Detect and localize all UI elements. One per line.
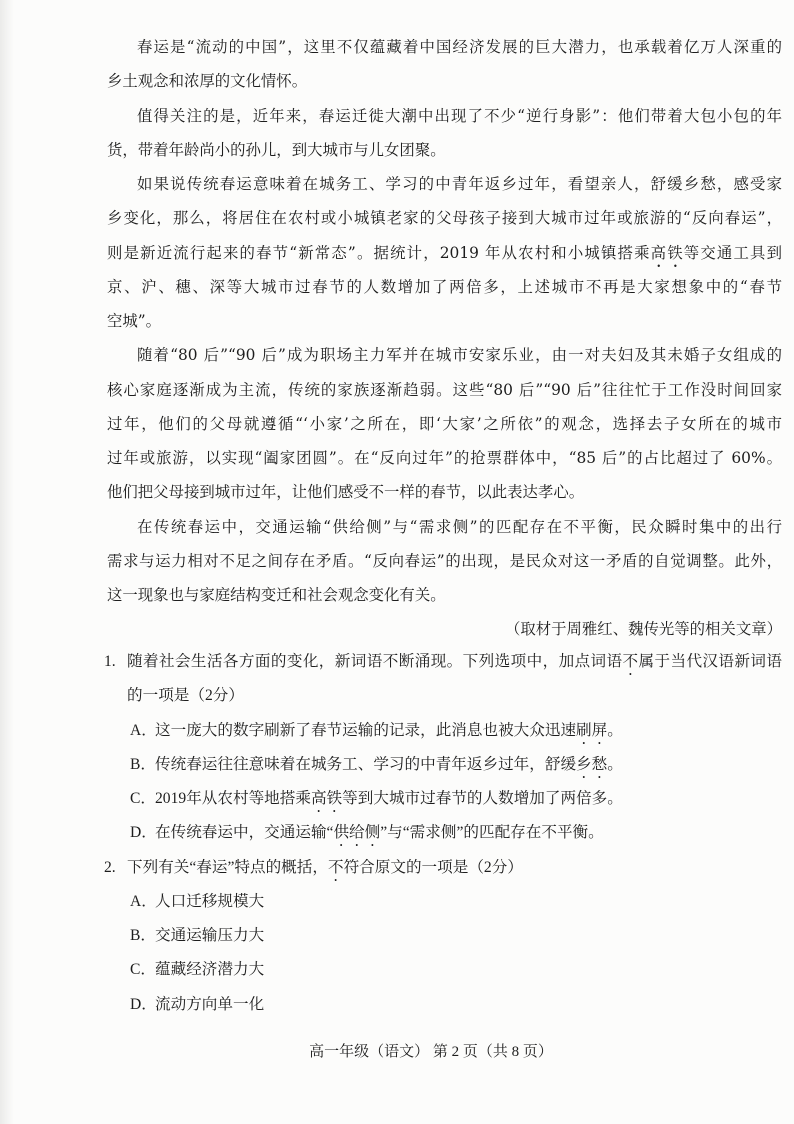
option-text: 人口迁移规模大	[155, 892, 265, 910]
question-section	[104, 645, 782, 1022]
option-text: 在传统春运中，交通运输“供给侧”与“需求侧”的匹配存在不平衡。	[155, 824, 604, 842]
question-stem-text: 下列有关“春运”特点的概括，不符合原文的一项是（2分）	[127, 858, 523, 876]
option-letter: C．	[130, 790, 156, 807]
option	[130, 919, 782, 953]
option-text: 蕴藏经济潜力大	[155, 961, 265, 979]
option-letter: B．	[130, 755, 156, 773]
passage-line: 空城”。	[107, 312, 162, 330]
option-letter: D．	[130, 995, 157, 1013]
option-text: 交通运输压力大	[155, 927, 265, 944]
question-1-option-b	[104, 748, 782, 782]
option-letter: C．	[130, 961, 156, 979]
option	[130, 816, 782, 850]
option-text: 这一庞大的数字刷新了春节运输的记录，此消息也被大众迅速刷屏。	[155, 721, 623, 739]
question-2-option-a	[104, 885, 782, 919]
option-letter: A．	[130, 892, 157, 910]
question-2-option-d	[104, 988, 782, 1022]
passage-line: 货，带着年龄尚小的孙儿，到大城市与儿女团聚。	[107, 140, 446, 159]
question-number: 2.	[104, 858, 116, 876]
passage-line: 过年或旅游，以实现“阖家团圆”。在“反向过年”的抢票群体中，“85 后”的占比超过了 60%。	[107, 449, 782, 467]
question-2-option-c	[104, 953, 782, 987]
option	[130, 885, 782, 919]
question-stem-text: 的一项是（2分）	[127, 687, 244, 705]
passage-line: 过年，他们的父母就遵循“‘小家’之所在，即‘大家’之所依”的观念，选择去子女所在的城市	[107, 414, 782, 433]
question-2-option-b	[104, 919, 782, 953]
question-1-option-d	[104, 816, 782, 850]
passage-line: 乡变化，那么，将居住在农村或小城镇老家的父母孩子接到大城市过年或旅游的“反向春运”，	[107, 209, 782, 228]
option-letter: A．	[130, 721, 157, 739]
page-footer: 高一年级（语文） 第 2 页（共 8 页）	[309, 1044, 553, 1060]
passage-line: 春运是“流动的中国”，这里不仅蕴藏着中国经济发展的巨大潜力，也承载着亿万人深重的	[137, 38, 782, 56]
option	[130, 714, 782, 748]
question-stem-text: 随着社会生活各方面的变化，新词语不断涌现。下列选项中，加点词语不属于当代汉语新词语	[127, 653, 782, 670]
option-text: 流动方向单一化	[155, 995, 265, 1013]
passage-source: （取材于周雅红、魏传光等的相关文章）	[504, 620, 782, 639]
option	[130, 988, 782, 1022]
emphasis-dotted-text: 不	[622, 653, 639, 670]
passage-line: 随着“80 后”“90 后”成为职场主力军并在城市安家乐业，由一对夫妇及其未婚子女组成的	[137, 346, 782, 365]
scan-edge-shadow	[0, 0, 14, 1124]
passage-line: 在传统春运中，交通运输“供给侧”与“需求侧”的匹配存在不平衡，民众瞬时集中的出行	[137, 517, 782, 536]
option-text: 2019年从农村等地搭乘高铁等到大城市过春节的人数增加了两倍多。	[155, 790, 623, 807]
passage-line: 乡土观念和浓厚的文化情怀。	[107, 72, 308, 91]
passage-line: 需求与运力相对不足之间存在矛盾。“反向春运”的出现，是民众对这一矛盾的自觉调整。此外，	[107, 551, 782, 570]
option	[130, 782, 782, 816]
emphasis-dotted-text: 高铁	[310, 790, 343, 807]
option	[130, 748, 782, 782]
passage-line: 核心家庭逐渐成为主流，传统的家族逐渐趋弱。这些“80 后”“90 后”往往忙于工作没时间回家	[107, 380, 782, 399]
passage-line: 京、沪、穗、深等大城市过春节的人数增加了两倍多，上述城市不再是大家想象中的“春节	[107, 277, 782, 296]
question-number: 1.	[104, 653, 116, 670]
emphasis-dotted-text: 高铁	[650, 243, 684, 262]
passage-line: 如果说传统春运意味着在城务工、学习的中青年返乡过年，看望亲人，舒缓乡愁，感受家	[137, 175, 782, 193]
emphasis-dotted-text: 乡愁	[576, 755, 608, 773]
question-2-stem-line	[104, 851, 782, 885]
question-1-option-c	[104, 782, 782, 816]
question-1-option-a	[104, 714, 782, 748]
question-1-stem-line	[104, 679, 782, 713]
passage-line: 这一现象也与家庭结构变迁和社会观念变化有关。	[107, 586, 446, 604]
emphasis-dotted-text: 刷屏	[576, 721, 608, 739]
passage-line: 则是新近流行起来的春节“新常态”。据统计，2019 年从农村和小城镇搭乘高铁等交通工具到	[107, 243, 782, 262]
passage-line: 值得关注的是，近年来，春运迁徙大潮中出现了不少“逆行身影”：他们带着大包小包的年	[137, 106, 782, 125]
option-text: 传统春运往往意味着在城务工、学习的中青年返乡过年，舒缓乡愁。	[155, 755, 623, 773]
reading-passage	[107, 30, 782, 647]
option	[130, 953, 782, 987]
question-1-stem-line	[104, 645, 782, 679]
option-letter: B．	[130, 927, 156, 944]
emphasis-dotted-text: 不	[327, 858, 344, 876]
option-letter: D．	[130, 824, 157, 842]
emphasis-dotted-text: 供给侧	[333, 824, 381, 842]
passage-line: 他们把父母接到城市过年，让他们感受不一样的春节，以此表达孝心。	[107, 483, 585, 502]
